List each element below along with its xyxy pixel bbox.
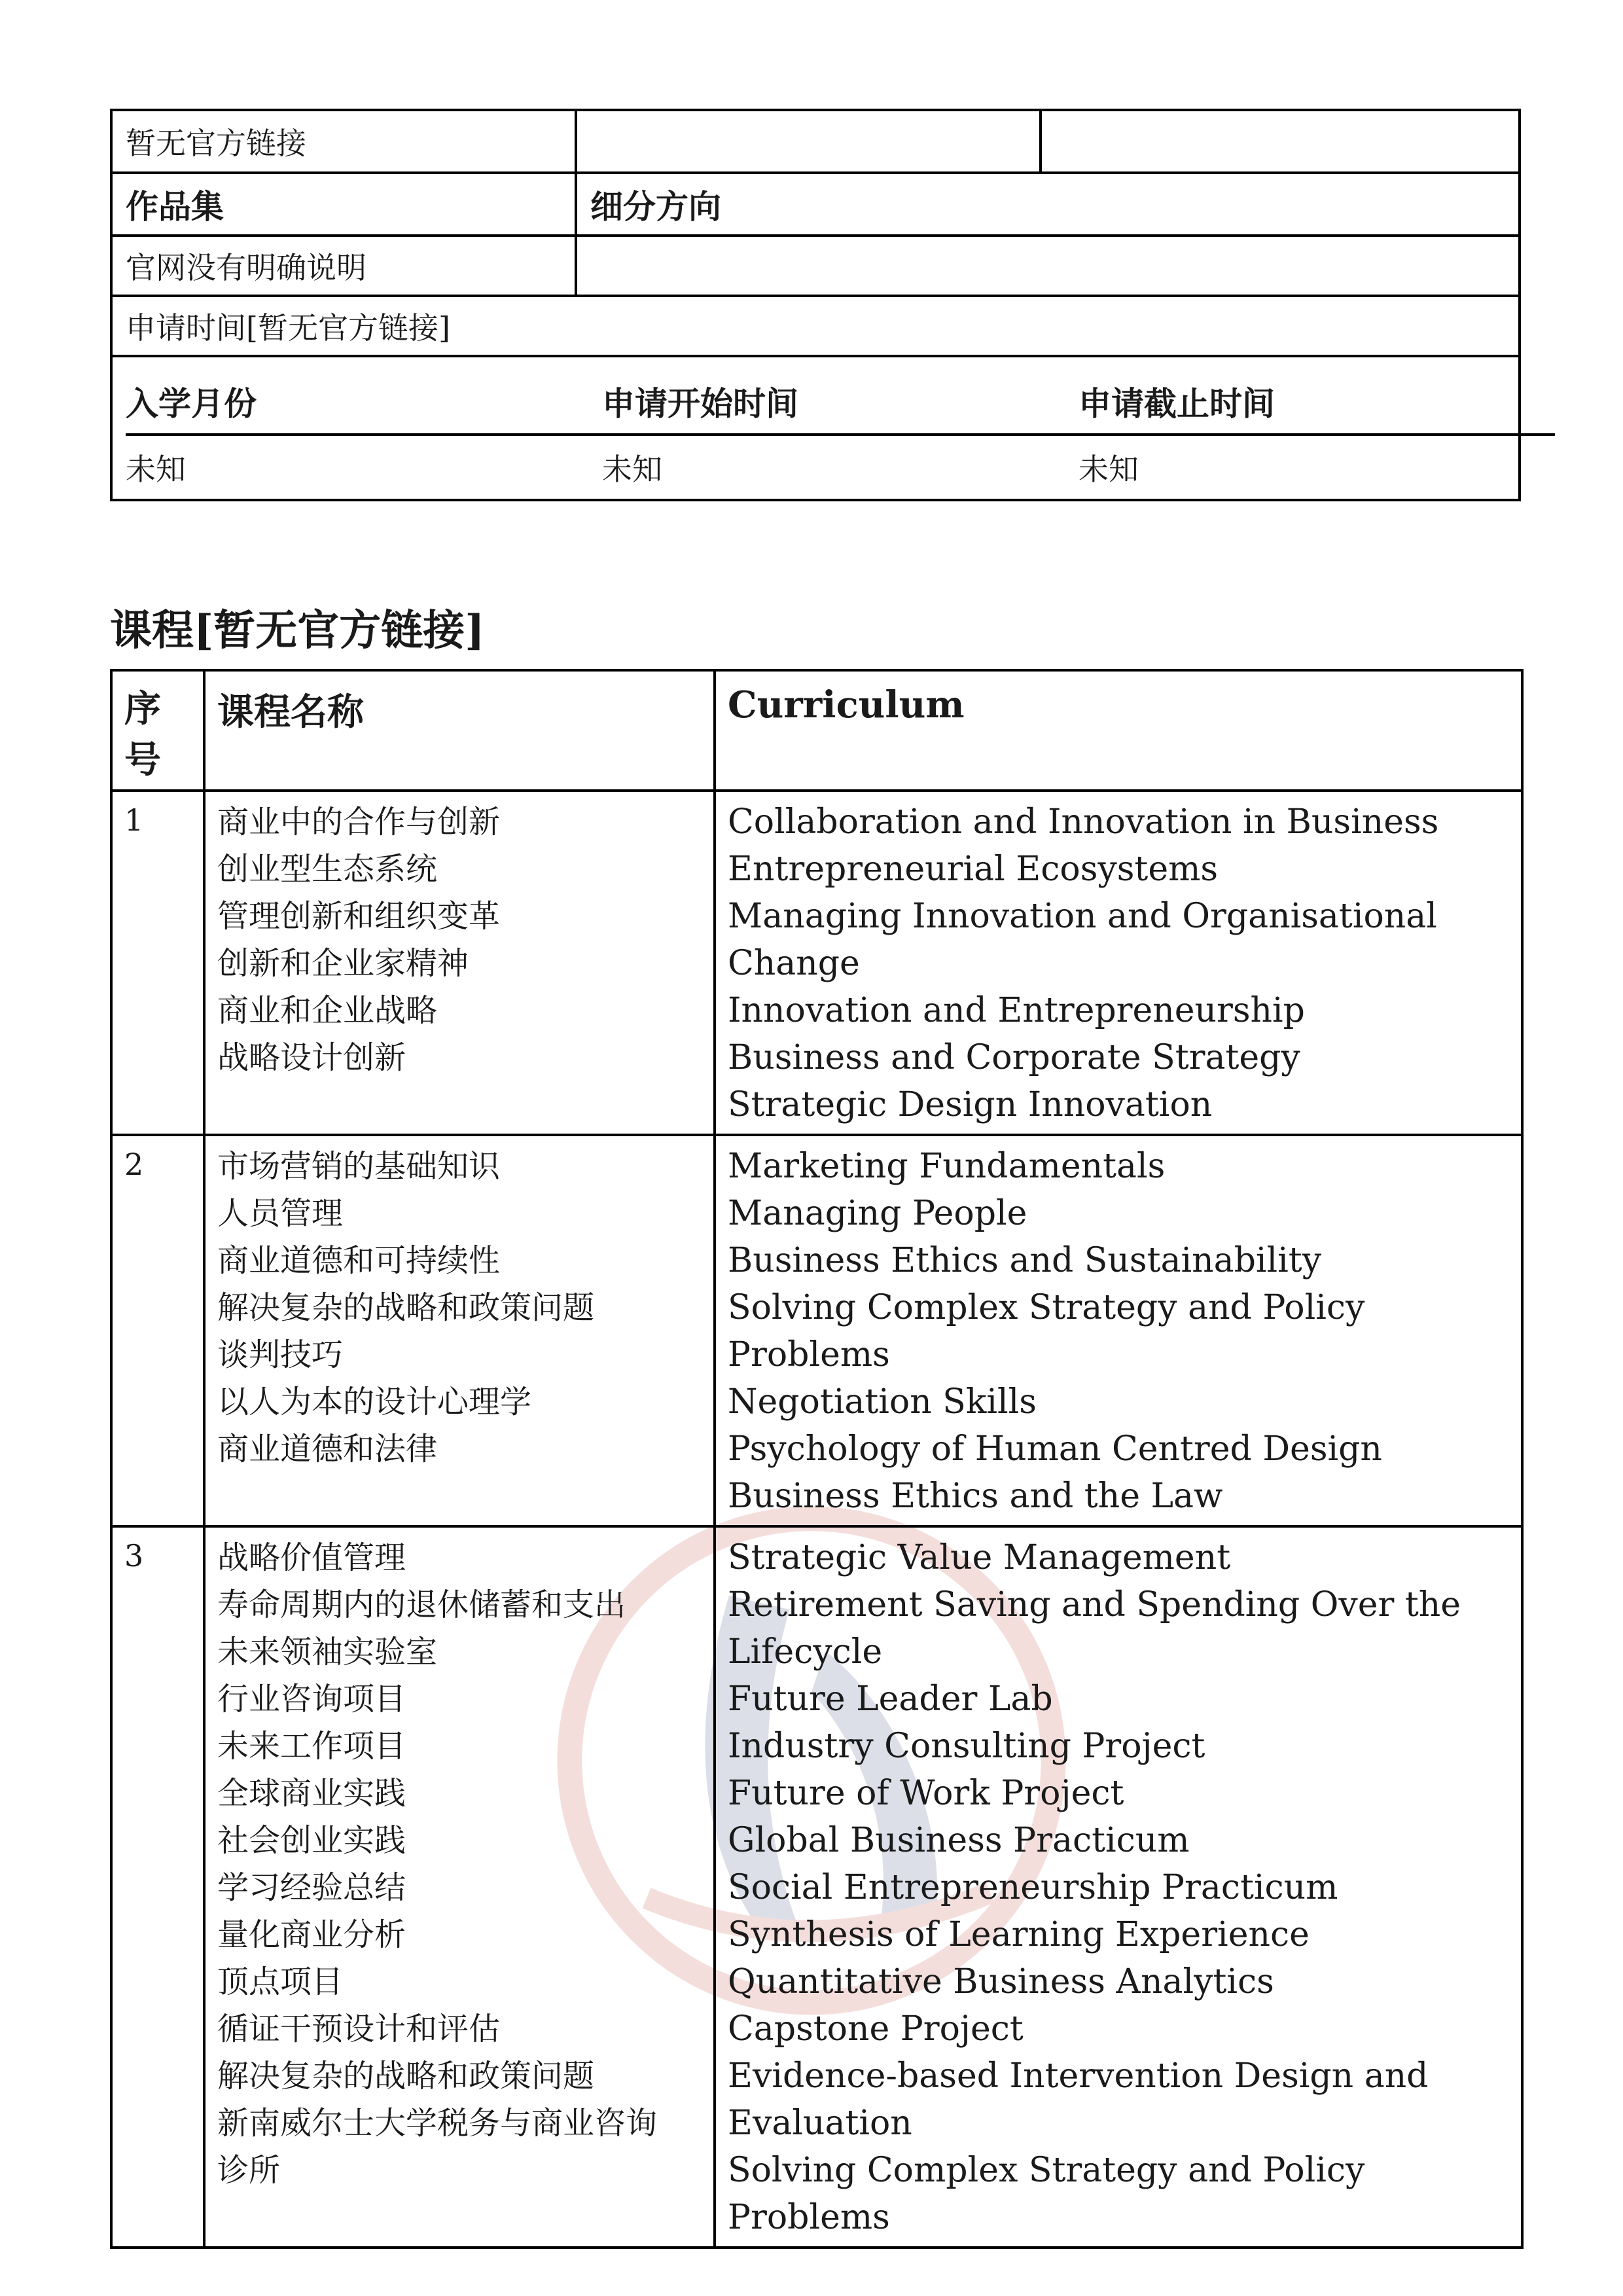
list-item: Social Entrepreneurship Practicum xyxy=(728,1868,1338,1907)
intake-month-value: 未知 xyxy=(126,452,186,487)
list-item: Retirement Saving and Spending Over the xyxy=(728,1585,1461,1624)
empty-cell xyxy=(1042,111,1518,171)
list-item: Quantitative Business Analytics xyxy=(728,1962,1274,2001)
list-item: Strategic Design Innovation xyxy=(728,1085,1213,1124)
course-names-cn xyxy=(204,1526,715,2248)
list-item: Marketing Fundamentals xyxy=(728,1147,1166,1186)
row-number: 1 xyxy=(111,791,204,1135)
list-item: 诊所 xyxy=(217,2152,281,2189)
table-row xyxy=(111,1135,1522,1526)
list-item: 社会创业实践 xyxy=(217,1822,406,1859)
list-item: 商业道德和可持续性 xyxy=(217,1242,501,1279)
list-item: Negotiation Skills xyxy=(728,1382,1037,1422)
list-item: 循证干预设计和评估 xyxy=(217,2011,501,2047)
start-time-value: 未知 xyxy=(602,452,662,487)
course-names-en xyxy=(715,1526,1522,2248)
list-item: 谈判技巧 xyxy=(217,1336,344,1373)
curriculum-header: Curriculum xyxy=(715,670,1522,791)
list-item: Future Leader Lab xyxy=(728,1679,1053,1719)
list-item: 量化商业分析 xyxy=(217,1916,406,1953)
list-item: Managing People xyxy=(728,1194,1027,1233)
list-item: 商业和企业战略 xyxy=(217,992,438,1029)
list-item: Evidence-based Intervention Design and xyxy=(728,2056,1429,2096)
list-item: Business and Corporate Strategy xyxy=(728,1038,1300,1077)
row-number: 3 xyxy=(111,1526,204,2248)
course-names-cn xyxy=(204,1135,715,1526)
list-item: Capstone Project xyxy=(728,2009,1024,2049)
portfolio-value-row xyxy=(113,237,1518,297)
list-item: Collaboration and Innovation in Business xyxy=(728,802,1439,842)
course-list xyxy=(217,1534,702,2194)
course-list xyxy=(217,1143,702,1473)
list-item: 商业中的合作与创新 xyxy=(217,804,501,840)
course-list xyxy=(728,798,1509,1128)
course-list xyxy=(728,1143,1509,1520)
courses-section-title: 课程[暂无官方链接] xyxy=(110,606,485,655)
course-names-en xyxy=(715,791,1522,1135)
list-item: 解决复杂的战略和政策问题 xyxy=(217,2058,595,2094)
start-time-header: 申请开始时间 xyxy=(602,384,798,423)
list-item: Lifecycle xyxy=(728,1632,883,1672)
row-number: 2 xyxy=(111,1135,204,1526)
list-item: Innovation and Entrepreneurship xyxy=(728,991,1305,1030)
list-item: 创新和企业家精神 xyxy=(217,945,469,982)
application-info-table xyxy=(110,109,1521,501)
list-item: 行业咨询项目 xyxy=(217,1681,406,1717)
list-item: Industry Consulting Project xyxy=(728,1727,1205,1766)
deadline-header: 申请截止时间 xyxy=(1079,384,1275,423)
application-time-row xyxy=(113,297,1518,357)
empty-cell xyxy=(577,237,1518,295)
course-list xyxy=(217,798,702,1081)
list-item: 管理创新和组织变革 xyxy=(217,898,501,935)
dates-header xyxy=(126,369,1555,436)
list-item: 顶点项目 xyxy=(217,1964,344,2000)
list-item: 解决复杂的战略和政策问题 xyxy=(217,1289,595,1326)
list-item: Managing Innovation and Organisational xyxy=(728,897,1437,936)
list-item: Future of Work Project xyxy=(728,1774,1124,1813)
list-item: Solving Complex Strategy and Policy Problems xyxy=(728,1288,1365,1374)
list-item: 商业道德和法律 xyxy=(217,1431,438,1467)
list-item: Strategic Value Management xyxy=(728,1538,1231,1577)
list-item: Psychology of Human Centred Design xyxy=(728,1429,1382,1469)
list-item: 创业型生态系统 xyxy=(217,851,438,888)
table-row xyxy=(111,791,1522,1135)
course-table-body xyxy=(111,791,1522,2248)
course-name-header: 课程名称 xyxy=(204,670,715,791)
list-item: Business Ethics and Sustainability xyxy=(728,1241,1322,1280)
course-list xyxy=(728,1534,1509,2241)
portfolio-label: 作品集 xyxy=(113,174,577,234)
course-table-header xyxy=(111,670,1522,791)
portfolio-value: 官网没有明确说明 xyxy=(113,237,577,295)
intake-month-header: 入学月份 xyxy=(126,384,257,423)
list-item: Evaluation xyxy=(728,2104,912,2143)
empty-cell xyxy=(577,111,1042,171)
portfolio-header-row xyxy=(113,174,1518,237)
list-item: 学习经验总结 xyxy=(217,1869,406,1906)
table-row xyxy=(111,1526,1522,2248)
no-header: 序号 xyxy=(111,670,204,791)
deadline-value: 未知 xyxy=(1079,452,1139,487)
list-item: Change xyxy=(728,944,860,983)
link-note: 暂无官方链接 xyxy=(113,111,577,171)
course-names-cn xyxy=(204,791,715,1135)
list-item: 战略设计创新 xyxy=(217,1039,406,1076)
direction-label: 细分方向 xyxy=(590,187,721,226)
dates-values xyxy=(126,436,1555,499)
list-item: 以人为本的设计心理学 xyxy=(217,1384,532,1420)
course-table xyxy=(110,669,1524,2249)
list-item: Global Business Practicum xyxy=(728,1821,1190,1860)
link-row xyxy=(113,111,1518,174)
list-item: Synthesis of Learning Experience xyxy=(728,1915,1310,1954)
list-item: 寿命周期内的退休储蓄和支出 xyxy=(217,1587,626,1623)
list-item: Solving Complex Strategy and Policy Problems xyxy=(728,2151,1365,2237)
list-item: 战略价值管理 xyxy=(217,1539,406,1576)
list-item: 全球商业实践 xyxy=(217,1775,406,1812)
list-item: 人员管理 xyxy=(217,1195,344,1232)
list-item: 未来领袖实验室 xyxy=(217,1634,438,1670)
course-names-en xyxy=(715,1135,1522,1526)
list-item: Business Ethics and the Law xyxy=(728,1477,1223,1516)
application-time-title: 申请时间[暂无官方链接] xyxy=(126,310,450,346)
application-dates-row xyxy=(113,357,1518,499)
list-item: Entrepreneurial Ecosystems xyxy=(728,850,1219,889)
list-item: 市场营销的基础知识 xyxy=(217,1148,501,1185)
list-item: 新南威尔士大学税务与商业咨询 xyxy=(217,2105,658,2142)
list-item: 未来工作项目 xyxy=(217,1728,406,1765)
